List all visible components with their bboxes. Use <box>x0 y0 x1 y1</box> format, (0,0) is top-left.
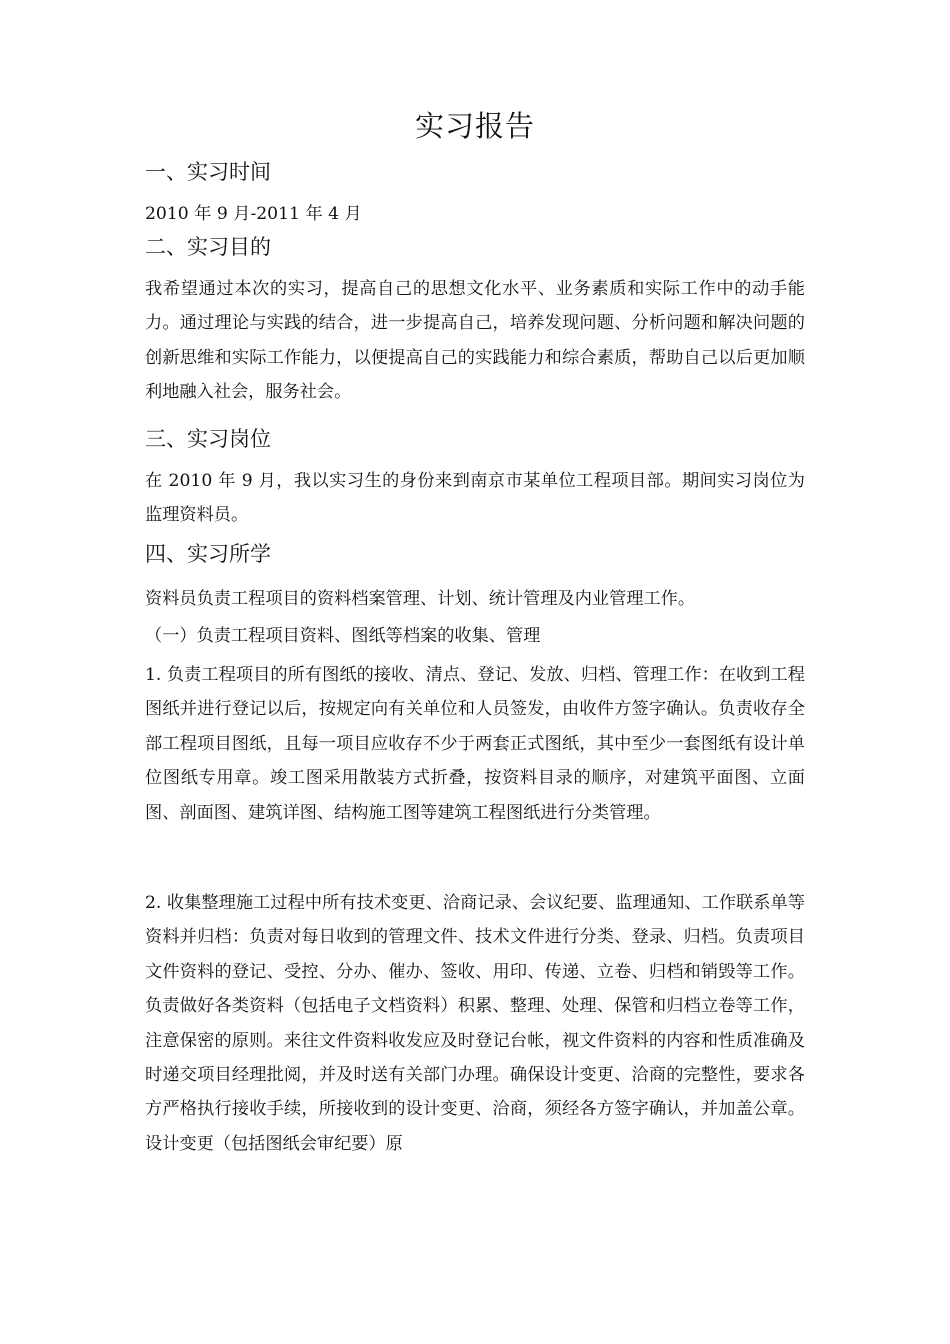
section-heading-purpose: 二、实习目的 <box>145 235 271 259</box>
section-heading-time: 一、实习时间 <box>145 160 271 184</box>
section-heading-learning: 四、实习所学 <box>145 542 271 566</box>
list-item-documents: 2. 收集整理施工过程中所有技术变更、洽商记录、会议纪要、监理通知、工作联系单等资料并归档：负责对每日收到的管理文件、技术文件进行分类、登录、归档。负责项目文件资料的登记、受控、分办、催办、签收、用印、传递、立卷、归档和销毁等工作。负责做好各类资料（包括电子文档资料）积累、整理、处理、保管和归档立卷等工作，注意保密的原则。来往文件资料收发应及时登记台帐，视文件资料的内容和性质准确及时递交项目经理批阅，并及时送有关部门办理。确保设计变更、洽商的完整性，要求各方严格执行接收手续，所接收到的设计变更、洽商，须经各方签字确认，并加盖公章。设计变更（包括图纸会审纪要）原 <box>145 893 805 1154</box>
list-item-drawings: 1. 负责工程项目的所有图纸的接收、清点、登记、发放、归档、管理工作：在收到工程图纸并进行登记以后，按规定向有关单位和人员签发，由收件方签字确认。负责收存全部工程项目图纸，且每一项目应收存不少于两套正式图纸，其中至少一套图纸有设计单位图纸专用章。竣工图采用散装方式折叠，按资料目录的顺序，对建筑平面图、立面图、剖面图、建筑详图、结构施工图等建筑工程图纸进行分类管理。 <box>145 665 805 823</box>
section-heading-position: 三、实习岗位 <box>145 427 271 451</box>
section-content-time: 2010 年 9 月-2011 年 4 月 <box>145 204 362 224</box>
subsection-heading-archive: （一）负责工程项目资料、图纸等档案的收集、管理 <box>145 626 541 646</box>
document-title: 实习报告 <box>414 109 535 143</box>
section-content-position: 在 2010 年 9 月，我以实习生的身份来到南京市某单位工程项目部。期间实习岗位为监理资料员。 <box>145 471 805 526</box>
section-intro-learning: 资料员负责工程项目的资料档案管理、计划、统计管理及内业管理工作。 <box>145 589 696 609</box>
section-content-purpose: 我希望通过本次的实习，提高自己的思想文化水平、业务素质和实际工作中的动手能力。通过理论与实践的结合，进一步提高自己，培养发现问题、分析问题和解决问题的创新思维和实际工作能力，以便提高自己的实践能力和综合素质，帮助自己以后更加顺利地融入社会，服务社会。 <box>145 279 805 403</box>
